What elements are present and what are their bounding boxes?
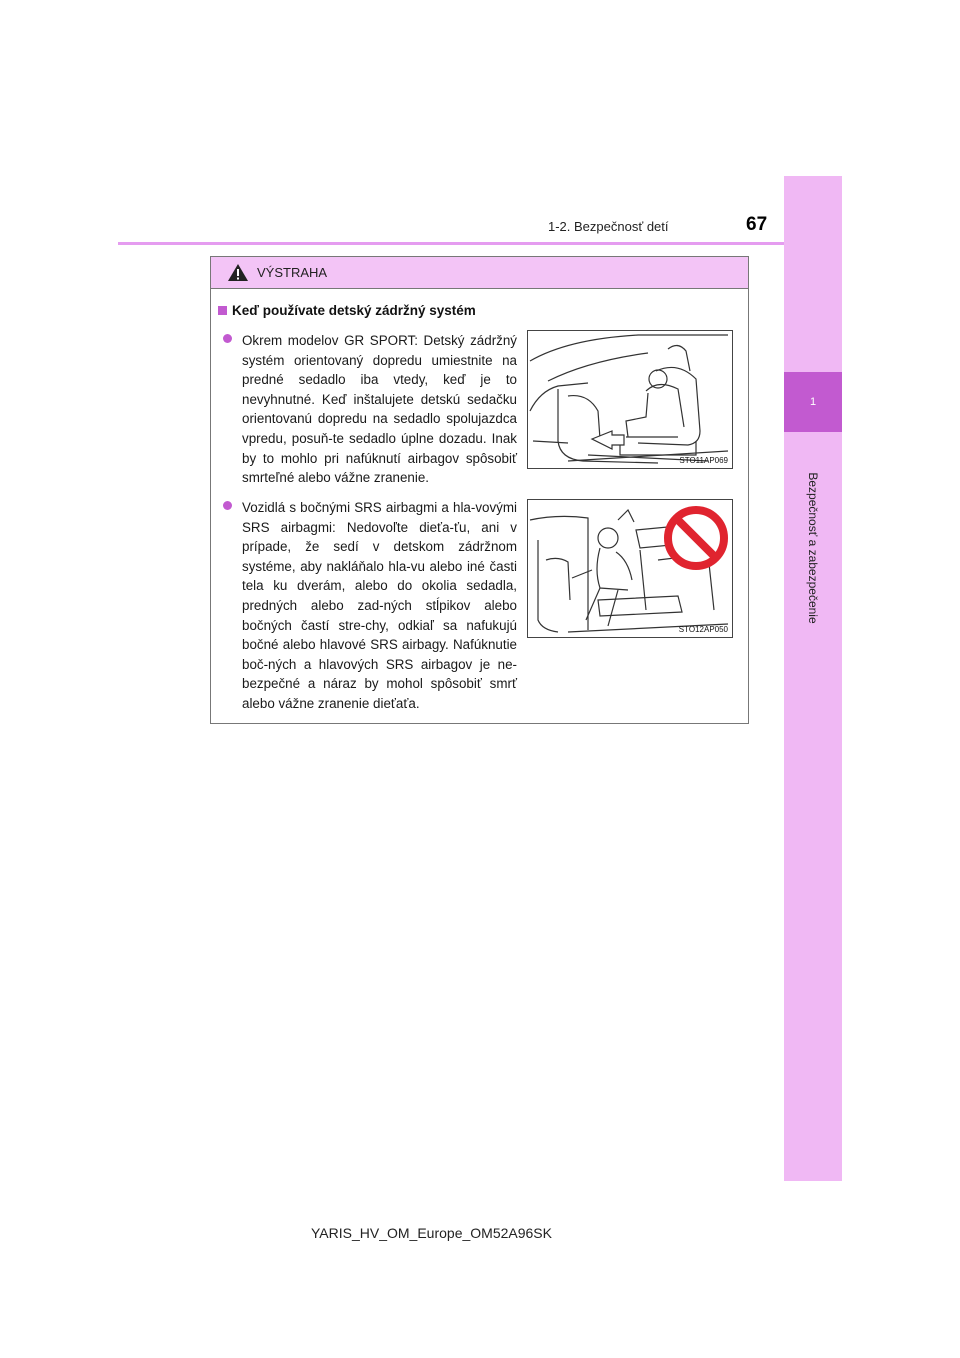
warning-item: [223, 498, 517, 714]
warning-title: VÝSTRAHA: [257, 265, 328, 280]
warning-box: [210, 256, 749, 724]
chapter-label: Bezpečnosť a zabezpečenie: [806, 472, 820, 624]
warning-item-text: Vozidlá s bočnými SRS airbagmi a hla-vovými SRS airbagmi: Nedovoľte dieťa-ťu, ani v prípade, že sedí v detskom zádržnom systéme, aby nakláňalo hla-vu alebo iné časti tela ku dverám, alebo do okolia sedadla, predných alebo zad-ných stĺpikov alebo bočných častí stre-chy, odkiaľ sa nafukujú bočné alebo hlavové SRS airbagy. Nafúknutie boč-ných a hlavových SRS airbagov je ne-bezpečné a náraz by mohol spôsobiť smrť alebo vážne zranenie dieťaťa.: [242, 500, 517, 711]
warning-header: [211, 257, 748, 289]
warning-item-text: Okrem modelov GR SPORT: Detský zádržný systém orientovaný dopredu umiestnite na predné sedadlo iba vtedy, keď je to nevyhnutné. Keď inštalujete detskú sedačku orientovanú dopredu na sedadlo spolujazdca vpredu, posuň-te sedadlo úplne dozadu. Inak by to mohlo pri nafúknutí airbagov spôsobiť smrteľné alebo vážne zranenie.: [242, 333, 517, 486]
figure-code: STO11AP069: [679, 456, 728, 465]
header-divider: [118, 242, 784, 245]
figure-child-seat-front: [527, 330, 733, 469]
square-bullet-icon: [218, 306, 227, 315]
warning-triangle-icon: [227, 263, 249, 282]
document-code: YARIS_HV_OM_Europe_OM52A96SK: [311, 1225, 552, 1241]
chapter-side-tab: [784, 176, 842, 1181]
warning-item: [223, 331, 517, 488]
section-title: 1-2. Bezpečnosť detí: [548, 219, 669, 234]
child-seat-front-illustration: [528, 331, 732, 468]
prohibition-icon: [661, 503, 731, 573]
chapter-number-tab: 1: [784, 372, 842, 432]
page-number: 67: [746, 214, 768, 235]
round-bullet-icon: [223, 501, 232, 510]
warning-heading: [218, 303, 476, 318]
figure-code: STO12AP050: [678, 625, 728, 634]
round-bullet-icon: [223, 334, 232, 343]
warning-heading-text: Keď používate detský zádržný systém: [232, 303, 476, 318]
figure-child-leaning-door: [527, 499, 733, 638]
